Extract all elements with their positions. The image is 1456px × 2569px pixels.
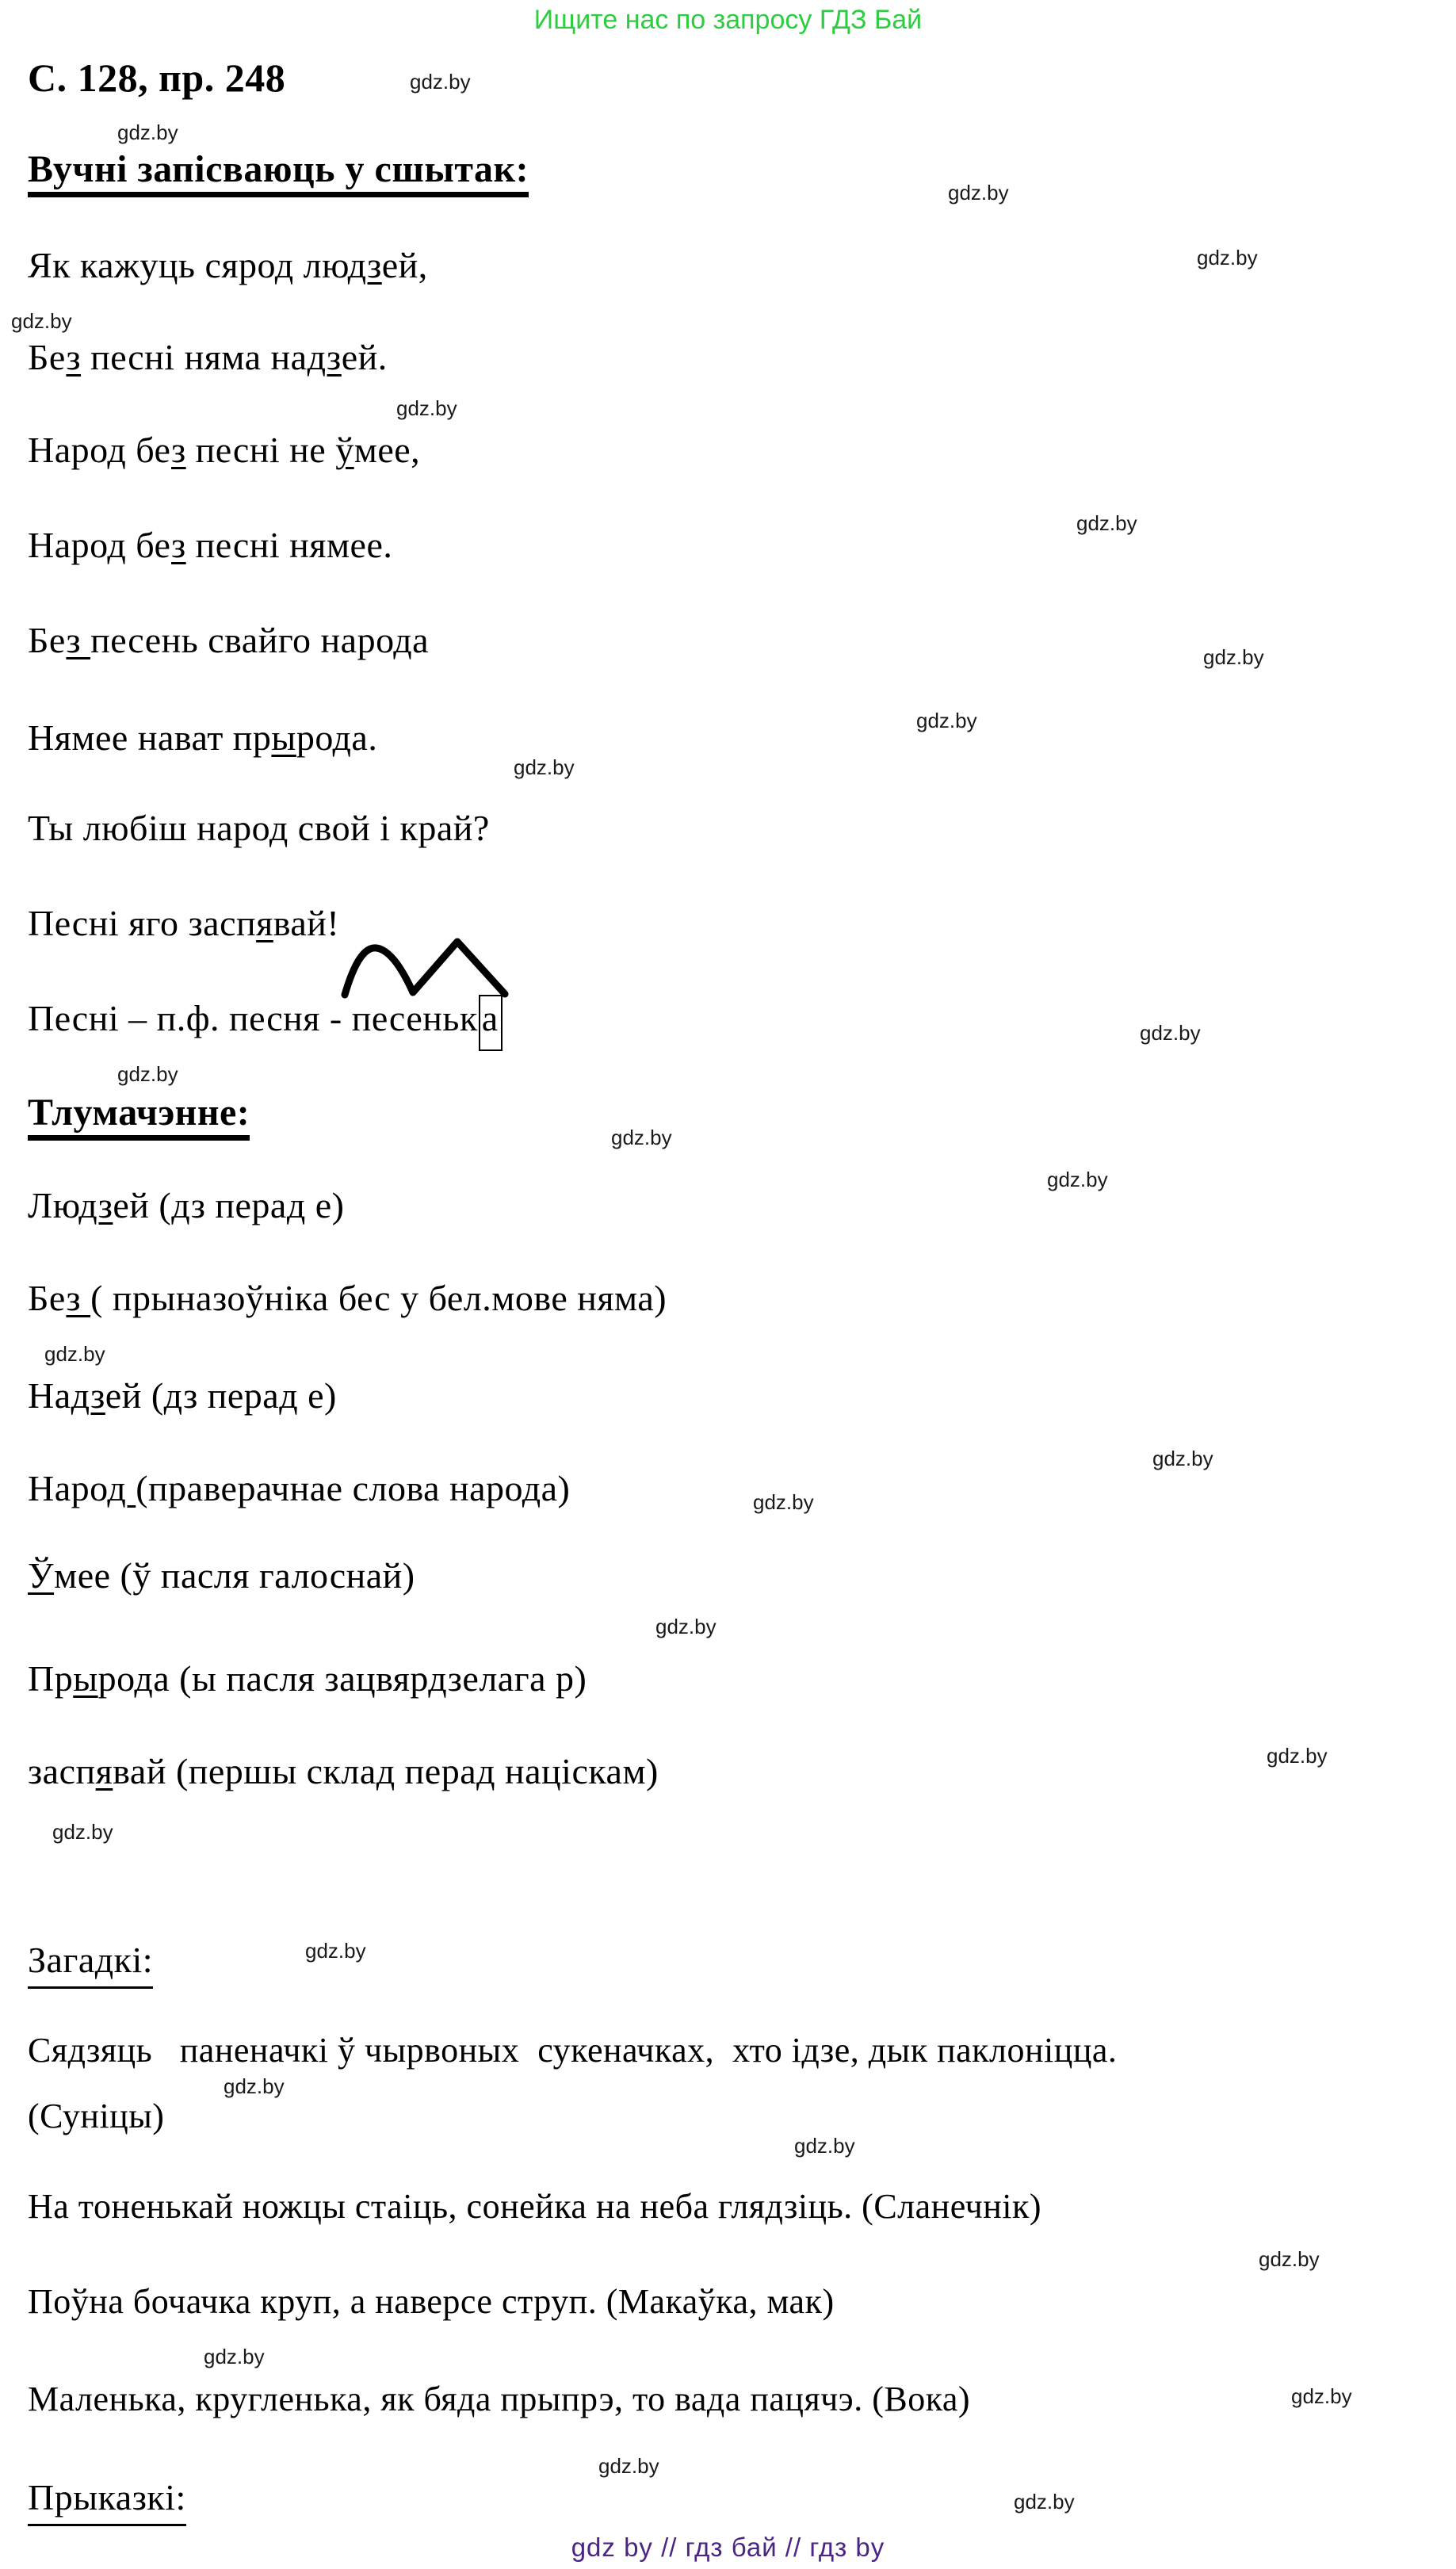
- text-segment: Нямее нават пр: [28, 717, 272, 758]
- riddle-3: [28, 2282, 835, 2321]
- watermark: gdz.by: [204, 2345, 265, 2368]
- text-segment: ей (дз перад е): [105, 1375, 337, 1416]
- text-segment: Бе: [28, 337, 67, 377]
- heading-underline: [28, 1091, 250, 1141]
- poem-line-1: [28, 245, 428, 286]
- text-segment: (Суніцы): [28, 2097, 165, 2135]
- underlined-letter: з: [66, 620, 91, 660]
- poem-line-3: [28, 430, 420, 471]
- text-segment: ( прыназоўніка бес у бел.мове няма): [90, 1278, 667, 1318]
- text-segment: вай!: [273, 903, 340, 943]
- underlined-letter: з: [171, 430, 186, 470]
- watermark: gdz.by: [1014, 2490, 1075, 2514]
- watermark: gdz.by: [44, 1342, 105, 1366]
- text-segment: мее,: [353, 430, 421, 470]
- watermark: gdz.by: [410, 70, 471, 94]
- expl-line-3: [28, 1375, 337, 1416]
- text-segment: На тоненькай ножцы стаіць, сонейка на неба глядзіць. (Сланечнік): [28, 2187, 1042, 2226]
- watermark: gdz.by: [1291, 2384, 1352, 2408]
- expl-line-7: [28, 1751, 659, 1792]
- text-segment: засп: [28, 1751, 96, 1791]
- text-segment: бе: [126, 525, 171, 565]
- text-segment: Поўна бочачка круп, а наверсе струп. (Макаўка, мак): [28, 2282, 835, 2321]
- text-segment: ей,: [381, 245, 428, 285]
- watermark: gdz.by: [916, 709, 977, 732]
- underlined-letter: Ў: [28, 1555, 55, 1596]
- poem-line-4: [28, 525, 392, 566]
- watermark: gdz.by: [753, 1490, 814, 1514]
- watermark: gdz.by: [1140, 1021, 1201, 1045]
- poem-line-8: [28, 903, 339, 944]
- poem-line-7: [28, 808, 490, 849]
- text-segment: Наро: [28, 1468, 108, 1508]
- riddle-1: [28, 2031, 1117, 2070]
- expl-line-4: [28, 1468, 570, 1509]
- text-segment: Наро: [28, 525, 108, 565]
- watermark: gdz.by: [948, 181, 1009, 205]
- expl-line-5: [28, 1555, 415, 1596]
- text-segment: Вучні запісваюць у сшытак:: [28, 148, 529, 190]
- suffix-marked-word: песеньк: [352, 998, 478, 1038]
- underlined-letter: ы: [73, 1658, 98, 1699]
- underlined-letter: дз: [347, 245, 382, 285]
- watermark: gdz.by: [1197, 246, 1258, 270]
- watermark: gdz.by: [305, 1939, 366, 1963]
- watermark: gdz.by: [224, 2074, 285, 2098]
- text-segment: Наро: [28, 430, 108, 470]
- underlined-letter: я: [95, 1751, 113, 1791]
- text-segment: С. 128, пр. 248: [28, 55, 286, 100]
- watermark: gdz.by: [1259, 2247, 1320, 2271]
- watermark: gdz.by: [52, 1820, 113, 1844]
- text-segment: песні нямее.: [185, 525, 393, 565]
- text-segment: песні не: [185, 430, 336, 470]
- expl-line-6: [28, 1658, 587, 1699]
- watermark: gdz.by: [611, 1126, 672, 1149]
- page-title: [28, 55, 285, 100]
- text-segment: Маленька, кругленька, як бяда прыпрэ, то вада пацячэ. (Вока): [28, 2380, 971, 2418]
- text-segment: Ты любіш наро: [28, 808, 269, 848]
- heading-underline: [28, 2477, 186, 2526]
- text-segment: ей (дз перад е): [113, 1185, 345, 1225]
- underlined-letter: д: [107, 525, 127, 565]
- suffix-zigzag-mark: [341, 935, 509, 1000]
- watermark: gdz.by: [396, 396, 457, 420]
- text-segment: Бе: [28, 620, 67, 660]
- underlined-letter: з: [66, 337, 82, 377]
- text-segment: Прыказкі:: [28, 2477, 186, 2517]
- text-segment: песні няма на: [81, 337, 308, 377]
- text-segment: мее (ў пасля галоснай): [54, 1555, 415, 1596]
- watermark: gdz.by: [1152, 1447, 1213, 1470]
- heading-underline: [28, 148, 529, 197]
- underlined-letter: з: [66, 1278, 91, 1318]
- text-segment: Сядзяць паненачкі ў чырвоных сукеначках, хто ідзе, дык паклоніцца.: [28, 2031, 1118, 2070]
- text-segment: рода (ы пасля зацвярдзелага р): [97, 1658, 587, 1699]
- underlined-letter: дз: [78, 1185, 113, 1225]
- poem-line-2: [28, 337, 388, 378]
- footer-search-hints: gdz by // гдз бай // гдз by: [571, 2533, 885, 2562]
- heading-proverbs: [28, 2477, 186, 2518]
- text-segment: ей.: [341, 337, 388, 377]
- text-segment: песень свайго народа: [90, 620, 430, 660]
- expl-line-1: [28, 1185, 344, 1226]
- promo-banner: Ищите нас по запросу ГДЗ Бай: [533, 5, 923, 35]
- text-segment: бе: [126, 430, 171, 470]
- text-segment: свой і край?: [288, 808, 490, 848]
- watermark: gdz.by: [1267, 1744, 1328, 1768]
- underlined-letter: ў: [335, 430, 354, 470]
- poem-line-6: [28, 717, 377, 759]
- text-segment: На: [28, 1375, 71, 1416]
- watermark: gdz.by: [1047, 1168, 1108, 1191]
- underlined-letter: ы: [271, 717, 296, 758]
- poem-line-5: [28, 620, 429, 661]
- watermark: gdz.by: [117, 120, 178, 144]
- watermark: gdz.by: [794, 2134, 855, 2158]
- watermark: gdz.by: [117, 1062, 178, 1086]
- text-segment: (праверачнае слова народа): [136, 1468, 571, 1508]
- underlined-letter: я: [256, 903, 273, 943]
- text-segment: Бе: [28, 1278, 67, 1318]
- text-segment: Тлумачэнне:: [28, 1091, 250, 1133]
- underlined-letter: д: [107, 1468, 136, 1508]
- riddle-2: [28, 2187, 1041, 2226]
- heading-pupils-write: [28, 148, 529, 191]
- morpheme-line: [28, 998, 503, 1039]
- watermark: gdz.by: [1203, 645, 1264, 669]
- ending-box-letter: а: [479, 995, 503, 1051]
- heading-riddles: [28, 1940, 153, 1981]
- text-segment: Песні яго засп: [28, 903, 257, 943]
- underlined-letter: з: [171, 525, 186, 565]
- underlined-letter: д: [269, 808, 289, 848]
- watermark: gdz.by: [598, 2454, 659, 2478]
- riddle-4: [28, 2380, 970, 2418]
- watermark: gdz.by: [1076, 511, 1137, 535]
- underlined-letter: д: [107, 430, 127, 470]
- heading-explanation: [28, 1091, 250, 1134]
- text-segment: Як кажуць сярод лю: [28, 245, 348, 285]
- text-segment: рода.: [296, 717, 378, 758]
- watermark: gdz.by: [514, 755, 575, 779]
- text-segment: Лю: [28, 1185, 79, 1225]
- text-segment: Пр: [28, 1658, 74, 1699]
- watermark: gdz.by: [655, 1615, 717, 1638]
- underlined-letter: дз: [71, 1375, 105, 1416]
- heading-underline: [28, 1940, 153, 1989]
- riddle-1-answer: [28, 2097, 164, 2135]
- underlined-letter: дз: [307, 337, 342, 377]
- text-segment: Песні – п.ф. песня -: [28, 998, 352, 1038]
- expl-line-2: [28, 1278, 667, 1319]
- text-segment: вай (першы склад перад націскам): [113, 1751, 659, 1791]
- text-segment: Загадкі:: [28, 1940, 154, 1980]
- watermark: gdz.by: [11, 309, 72, 333]
